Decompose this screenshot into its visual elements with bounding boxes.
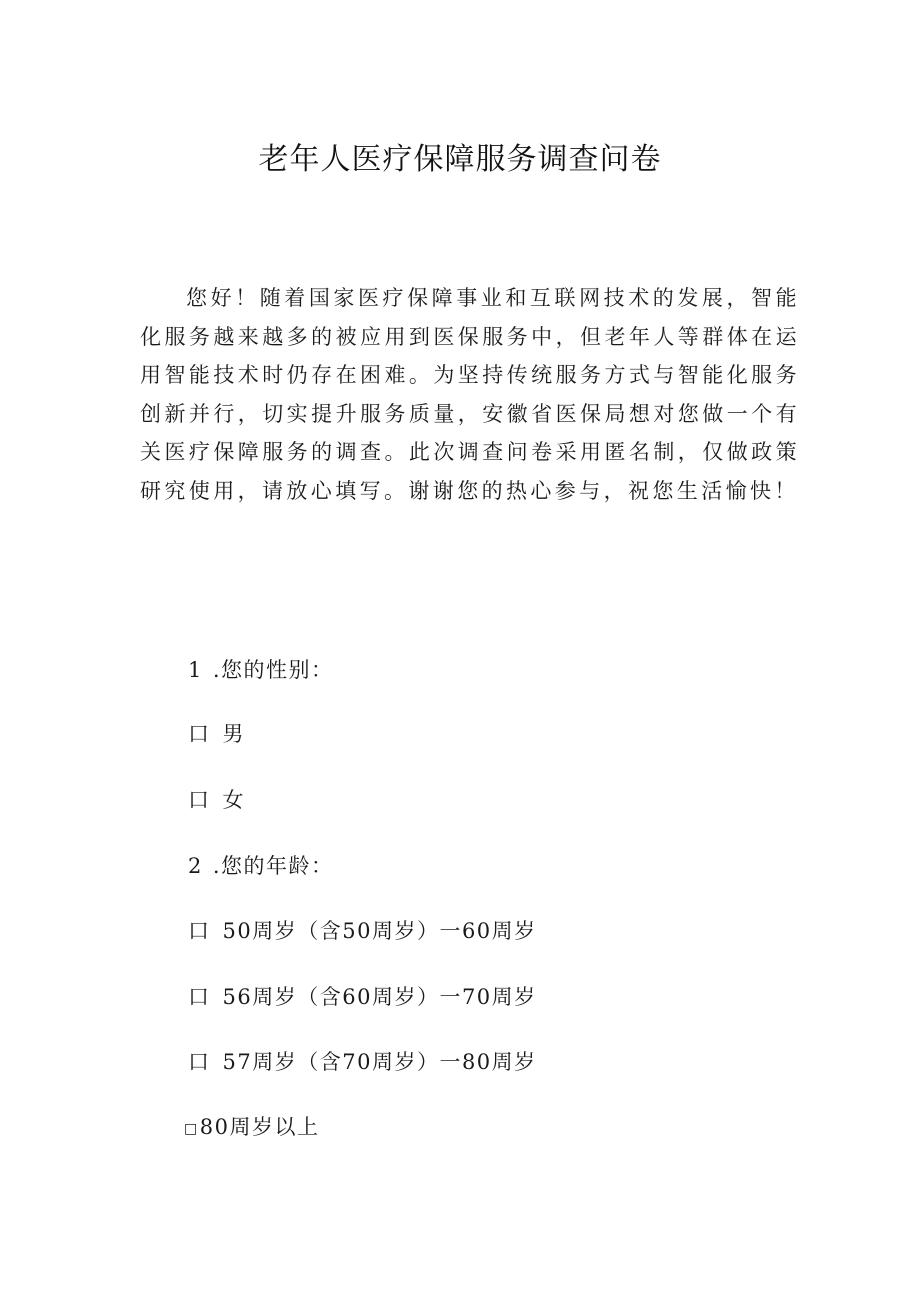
checkbox-icon[interactable]: 口	[188, 722, 211, 746]
checkbox-icon[interactable]: 口	[188, 919, 211, 943]
checkbox-icon[interactable]: □	[184, 1121, 199, 1137]
page-title: 老年人医疗保障服务调查问卷	[258, 142, 662, 177]
option-gender-male[interactable]	[188, 719, 245, 749]
question-number: 1	[188, 658, 203, 682]
intro-paragraph: 您好！随着国家医疗保障事业和互联网技术的发展，智能化服务越来越多的被应用到医保服务中，但老年人等群体在运用智能技术时仍存在困难。为坚持传统服务方式与智能化服务创新并行，切实提升服务质量，安徽省医保局想对您做一个有关医疗保障服务的调查。此次调查问卷采用匿名制，仅做政策研究使用，请放心填写。谢谢您的热心参与，祝您生活愉快！	[140, 286, 800, 503]
option-age-4[interactable]	[184, 1112, 319, 1144]
option-label: 50周岁（含50周岁）一60周岁	[222, 919, 537, 943]
question-text: .您的年龄：	[212, 854, 334, 878]
option-age-1[interactable]	[188, 916, 537, 946]
option-label: 80周岁以上	[199, 1115, 320, 1139]
checkbox-icon[interactable]: 口	[188, 788, 211, 812]
option-gender-female[interactable]	[188, 785, 245, 815]
question-number: 2	[188, 854, 203, 878]
checkbox-icon[interactable]: 口	[188, 1050, 211, 1074]
question-1	[188, 655, 334, 685]
option-age-2[interactable]	[188, 982, 537, 1012]
option-label: 男	[222, 722, 245, 746]
option-label: 57周岁（含70周岁）一80周岁	[222, 1050, 537, 1074]
question-2	[188, 851, 334, 881]
question-text: .您的性别：	[212, 658, 334, 682]
option-label: 女	[222, 788, 245, 812]
option-label: 56周岁（含60周岁）一70周岁	[222, 985, 537, 1009]
option-age-3[interactable]	[188, 1047, 537, 1077]
checkbox-icon[interactable]: 口	[188, 985, 211, 1009]
